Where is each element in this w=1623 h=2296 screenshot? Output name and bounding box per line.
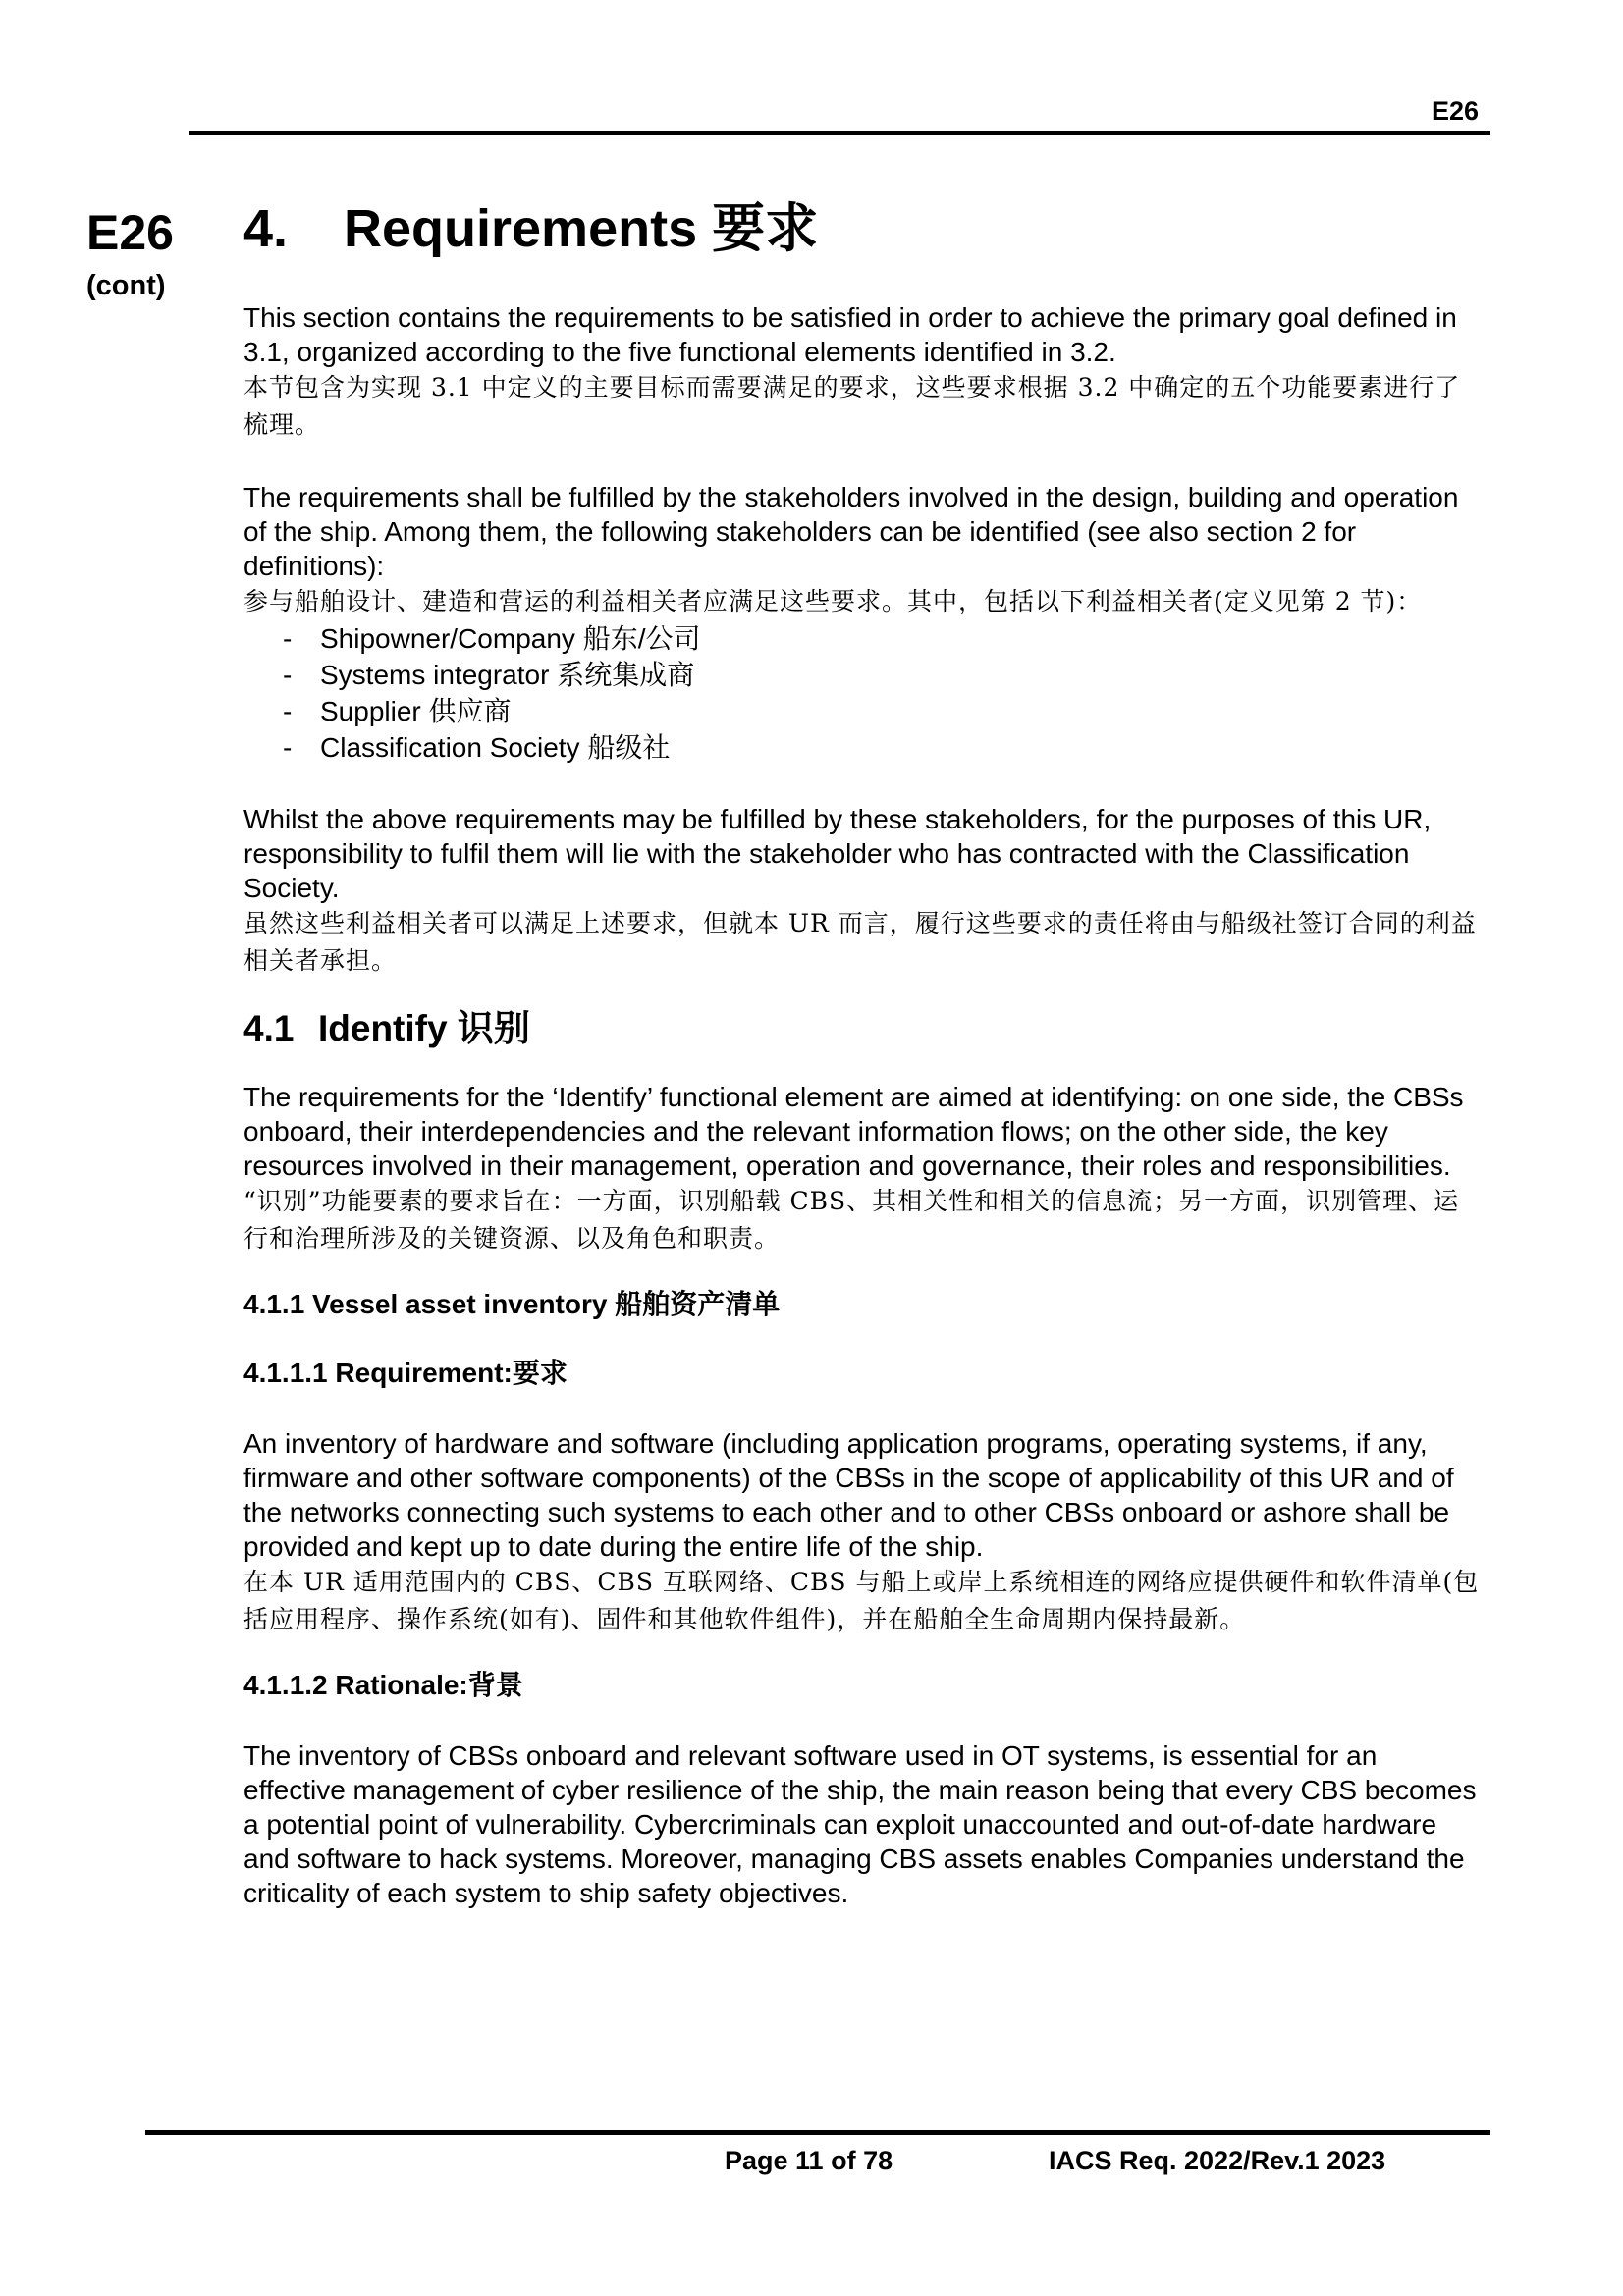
- stakeholder-list: [243, 620, 1483, 766]
- requirement-heading: 4.1.1.1 Requirement:要求: [243, 1358, 568, 1388]
- intro-paragraph-en: This section contains the requirements to be satisfied in order to achieve the primary goal defined in 3.1, organized according to the five functional elements identified in 3.2.: [243, 302, 1457, 367]
- section-number: 4.: [243, 199, 289, 258]
- identify-paragraph-zh: “识别”功能要素的要求旨在：一方面，识别船载 CBS、其相关性和相关的信息流；另一方面，识别管理、运行和治理所涉及的关键资源、以及角色和职责。: [243, 1187, 1460, 1253]
- side-cont: (cont): [86, 270, 166, 301]
- asset-inventory-heading: 4.1.1 Vessel asset inventory 船舶资产清单: [243, 1289, 781, 1319]
- stakeholders-paragraph-en: The requirements shall be fulfilled by the stakeholders involved in the design, building and operation of the ship. Among them, the following stakeholders can be identified (see also section 2 for definitions):: [243, 482, 1459, 581]
- side-code: E26: [86, 205, 174, 260]
- responsibility-paragraph-zh: 虽然这些利益相关者可以满足上述要求，但就本 UR 而言，履行这些要求的责任将由与船级社签订合同的利益相关者承担。: [243, 909, 1477, 975]
- identify-number: 4.1: [243, 1008, 295, 1048]
- section-title: Requirements 要求: [344, 199, 819, 258]
- rationale-paragraph-en: The inventory of CBSs onboard and relevant software used in OT systems, is essential for an effective management of cyber resilience of the ship, the main reason being that every CBS becomes a potential point of vulnerability. Cybercriminals can exploit unaccounted and out-of-date hardware and software to hack systems. Moreover, managing CBS assets enables Companies understand the criticality of each system to ship safety objectives.: [243, 1740, 1477, 1908]
- stakeholders-paragraph-zh: 参与船舶设计、建造和营运的利益相关者应满足这些要求。其中，包括以下利益相关者(定义见第 2 节)：: [243, 587, 1423, 615]
- footer-rule: [145, 2130, 1490, 2135]
- list-item: - Classification Society 船级社: [283, 729, 1483, 766]
- identify-title: Identify 识别: [318, 1008, 530, 1048]
- bullet-dash: -: [283, 623, 293, 654]
- requirement-paragraph-en: An inventory of hardware and software (including application programs, operating systems, if any, firmware and other software components) of the CBSs in the scope of applicability of this UR and of the networks connecting such systems to each other and to other CBSs onboard or ashore shall be provided and kept up to date during the entire life of the ship.: [243, 1428, 1454, 1562]
- header-rule: [189, 131, 1490, 135]
- section-heading: [243, 201, 818, 257]
- bullet-dash: -: [283, 732, 293, 763]
- requirement-paragraph-zh: 在本 UR 适用范围内的 CBS、CBS 互联网络、CBS 与船上或岸上系统相连的网络应提供硬件和软件清单(包括应用程序、操作系统(如有)、固件和其他软件组件)，并在船舶全生命周期内保持最新。: [243, 1568, 1480, 1633]
- bullet-dash: -: [283, 660, 293, 690]
- bullet-dash: -: [283, 696, 293, 726]
- list-item: - Shipowner/Company 船东/公司: [283, 620, 1483, 657]
- footer-page-number: Page 11 of 78: [725, 2146, 893, 2175]
- footer-reference: IACS Req. 2022/Rev.1 2023: [1049, 2146, 1386, 2175]
- rationale-heading: 4.1.1.2 Rationale:背景: [243, 1670, 523, 1700]
- main-content: [243, 300, 1483, 1910]
- identify-heading: [243, 1005, 1483, 1052]
- list-item: - Systems integrator 系统集成商: [283, 657, 1483, 693]
- header-code: E26: [1432, 96, 1480, 126]
- identify-paragraph-en: The requirements for the ‘Identify’ functional element are aimed at identifying: on one side, the CBSs onboard, their interdependencies and the relevant information flows; on the other side, the key resources involved in their management, operation and governance, their roles and responsibilities.: [243, 1082, 1464, 1181]
- list-item: - Supplier 供应商: [283, 693, 1483, 729]
- intro-paragraph-zh: 本节包含为实现 3.1 中定义的主要目标而需要满足的要求，这些要求根据 3.2 中确定的五个功能要素进行了梳理。: [243, 373, 1461, 439]
- responsibility-paragraph-en: Whilst the above requirements may be fulfilled by these stakeholders, for the purposes of this UR, responsibility to fulfil them will lie with the stakeholder who has contracted with the Classification Society.: [243, 804, 1432, 903]
